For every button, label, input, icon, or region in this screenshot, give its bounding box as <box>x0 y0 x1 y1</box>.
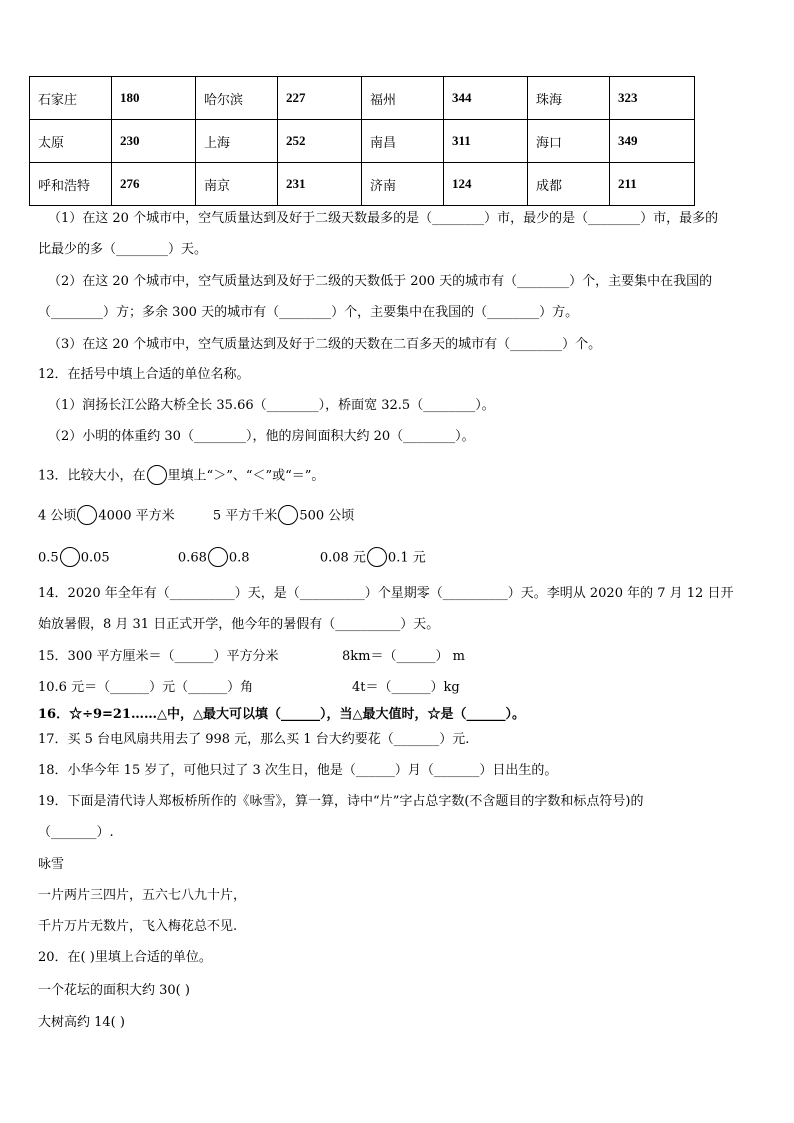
q13-r2b-right: 0.8 <box>228 550 250 566</box>
days-value-cell: 180 <box>112 77 196 120</box>
q18-line: 18．小华今年 15 岁了，可他只过了 3 次生日，他是（______）月（_______）日出生的。 <box>38 763 558 778</box>
city-name-cell: 济南 <box>362 163 444 206</box>
q19-line1: 19．下面是清代诗人郑板桥所作的《咏雪》，算一算，诗中“片”字占总字数(不含题目的字数和标点符号)的 <box>38 794 644 809</box>
days-value-cell: 124 <box>444 163 528 206</box>
q13-r2a-left: 0.5 <box>38 550 59 566</box>
city-name-cell: 上海 <box>196 120 278 163</box>
table-row <box>30 163 695 206</box>
compare-circle-icon[interactable] <box>77 505 97 525</box>
city-name-cell: 石家庄 <box>30 77 112 120</box>
city-name-cell: 福州 <box>362 77 444 120</box>
q13-title-post: 里填上“＞”、“＜”或“＝”。 <box>167 468 325 484</box>
q15-c: 10.6 元＝（______）元（______）角 <box>38 680 254 695</box>
q17-line: 17．买 5 台电风扇共用去了 998 元，那么买 1 台大约要花（_______）元. <box>38 732 470 747</box>
city-name-cell: 哈尔滨 <box>196 77 278 120</box>
q11-part1-line1: （1）在这 20 个城市中，空气质量达到及好于二级天数最多的是（________）市，最少的是（________）市，最多的 <box>48 211 719 226</box>
q12-title: 12．在括号中填上合适的单位名称。 <box>38 367 250 382</box>
q13-r2b-left: 0.68 <box>177 550 207 566</box>
poem-title: 咏雪 <box>38 857 65 872</box>
q20-line2: 大树高约 14( ) <box>38 1015 125 1030</box>
q13-r1a-right: 4000 平方米 <box>98 508 175 524</box>
days-value-cell: 311 <box>444 120 528 163</box>
q20-title: 20．在( )里填上合适的单位。 <box>38 950 212 965</box>
q13-title <box>38 466 324 486</box>
compare-circle-icon[interactable] <box>60 547 80 567</box>
city-air-quality-table <box>29 76 695 206</box>
days-value-cell: 231 <box>278 163 362 206</box>
q13-r2a-right: 0.05 <box>80 550 110 566</box>
days-value-cell: 252 <box>278 120 362 163</box>
days-value-cell: 230 <box>112 120 196 163</box>
days-value-cell: 344 <box>444 77 528 120</box>
q13-row1 <box>38 506 354 526</box>
compare-circle-icon[interactable] <box>367 547 387 567</box>
compare-circle-icon[interactable] <box>208 547 228 567</box>
q12-line2: （2）小明的体重约 30（________），他的房间面积大约 20（________）。 <box>48 429 475 444</box>
city-name-cell: 南京 <box>196 163 278 206</box>
q13-row2 <box>38 548 426 568</box>
q15-a: 15．300 平方厘米＝（______）平方分米 <box>38 649 279 664</box>
q19-line2: （_______）. <box>38 825 114 840</box>
q11-part2-line1: （2）在这 20 个城市中，空气质量达到及好于二级的天数低于 200 天的城市有（________）个，主要集中在我国的 <box>48 274 713 289</box>
q13-r1b-left: 5 平方千米 <box>212 508 278 524</box>
q15-d: 4t＝（______）kg <box>352 680 460 695</box>
city-name-cell: 太原 <box>30 120 112 163</box>
q14-line1: 14．2020 年全年有（__________）天，是（__________）个星期零（__________）天。李明从 2020 年的 7 月 12 日开 <box>38 586 734 601</box>
poem-line2: 千片万片无数片，飞入梅花总不见. <box>38 919 238 934</box>
q13-r1b-right: 500 公顷 <box>299 508 355 524</box>
q12-line1: （1）润扬长江公路大桥全长 35.66（________），桥面宽 32.5（________）。 <box>48 398 495 413</box>
q11-part2-line2: （________）方；多余 300 天的城市有（________）个，主要集中在我国的（________）方。 <box>38 305 579 320</box>
city-name-cell: 成都 <box>528 163 610 206</box>
q11-part1-line2: 比最少的多（________）天。 <box>38 242 208 257</box>
q14-line2: 始放暑假，8 月 31 日正式开学，他今年的暑假有（__________）天。 <box>38 617 440 632</box>
poem-line1: 一片两片三四片，五六七八九十片， <box>38 888 247 903</box>
days-value-cell: 349 <box>610 120 695 163</box>
days-value-cell: 227 <box>278 77 362 120</box>
q13-r2c-right: 0.1 元 <box>387 550 426 566</box>
compare-circle-icon[interactable] <box>278 505 298 525</box>
table-body <box>30 77 695 206</box>
table-row <box>30 120 695 163</box>
city-name-cell: 南昌 <box>362 120 444 163</box>
q13-r2c-left: 0.08 元 <box>319 550 366 566</box>
compare-circle-icon <box>147 465 167 485</box>
q11-part3-line1: （3）在这 20 个城市中，空气质量达到及好于二级的天数在二百多天的城市有（________）个。 <box>48 337 602 352</box>
days-value-cell: 211 <box>610 163 695 206</box>
city-name-cell: 呼和浩特 <box>30 163 112 206</box>
q13-r1a-left: 4 公顷 <box>38 508 77 524</box>
days-value-cell: 276 <box>112 163 196 206</box>
q13-title-pre: 13．比较大小，在 <box>38 468 146 484</box>
q15-b: 8km＝（______） m <box>342 649 465 664</box>
q16-line: 16．☆÷9=21……△中，△最大可以填（______），当△最大值时，☆是（______）。 <box>38 707 526 722</box>
city-name-cell: 珠海 <box>528 77 610 120</box>
table-row <box>30 77 695 120</box>
city-name-cell: 海口 <box>528 120 610 163</box>
days-value-cell: 323 <box>610 77 695 120</box>
q20-line1: 一个花坛的面积大约 30( ) <box>38 983 190 998</box>
